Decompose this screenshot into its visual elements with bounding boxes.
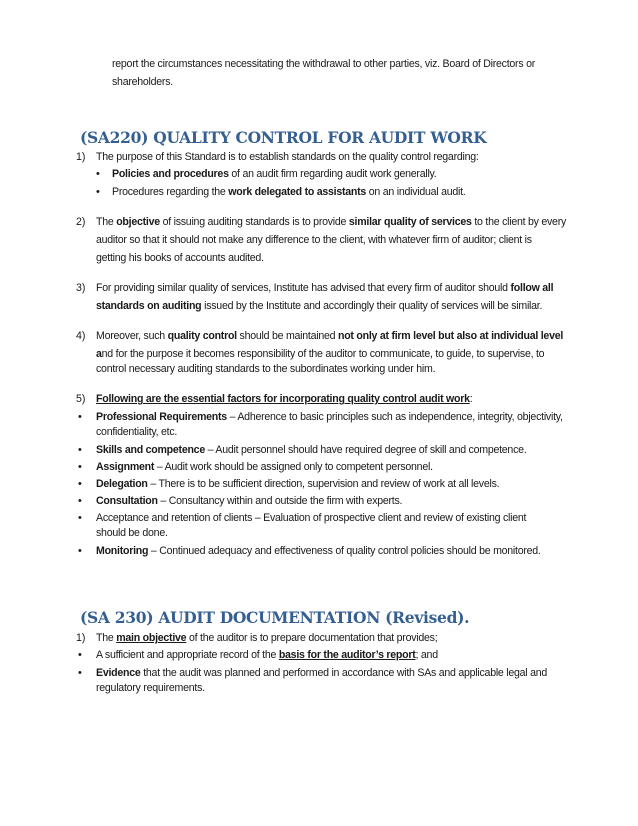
underlined-term: main objective: [116, 632, 187, 644]
bold-term: standards on auditing: [96, 300, 202, 312]
text: should be maintained: [236, 330, 338, 342]
bold-term: objective: [116, 216, 160, 228]
text: – Continued adequacy and effectiveness of quality control policies should be monitored.: [148, 545, 541, 557]
bullet-icon: •: [78, 478, 82, 490]
intro-line-2: shareholders.: [112, 76, 173, 88]
text: – Adherence to basic principles such as independence, integrity, objectivity,: [226, 411, 563, 423]
text: on an individual audit.: [366, 186, 466, 198]
bold-term: Skills and competence: [96, 444, 205, 456]
factor-item: [96, 460, 433, 474]
bold-term: Policies and procedures: [112, 168, 229, 180]
factor-item: [96, 494, 402, 508]
text: ; and: [415, 649, 438, 661]
sa230-bullet-2-cont: regulatory requirements.: [96, 682, 205, 694]
sa220-p4-line-1: [96, 329, 563, 343]
text: Moreover, such: [96, 330, 168, 342]
bold-term: Consultation: [96, 495, 158, 507]
bold-term: work delegated to assistants: [228, 186, 367, 198]
sa230-heading: (SA 230) AUDIT DOCUMENTATION (Revised).: [80, 608, 470, 627]
sa230-bullet-2: [96, 666, 547, 680]
sa220-p1-number: 1): [76, 151, 86, 163]
bullet-icon: •: [78, 512, 82, 524]
text: The: [96, 632, 117, 644]
text: For providing similar quality of services, Institute has advised that every firm of auditor should: [96, 282, 511, 294]
bold-term: follow all: [510, 282, 554, 294]
factor-item: [96, 544, 541, 558]
text: Procedures regarding the: [112, 186, 229, 198]
sa220-p1-text: The purpose of this Standard is to establish standards on the quality control regarding:: [96, 151, 479, 163]
underlined-heading: Following are the essential factors for incorporating quality control audit work: [96, 393, 470, 405]
sa220-p2-line-3: getting his books of accounts audited.: [96, 252, 264, 264]
text: issued by the Institute and accordingly their quality of services will be similar.: [201, 300, 543, 312]
text: – Audit personnel should have required degree of skill and competence.: [204, 444, 527, 456]
bullet-icon: •: [78, 667, 82, 679]
factor-item: [96, 410, 563, 424]
underlined-term: basis for the auditor’s report: [278, 649, 416, 661]
bullet-icon: •: [96, 186, 100, 198]
factor-item: [96, 443, 526, 457]
sa220-p4-number: 4): [76, 330, 86, 342]
factor-item-cont: should be done.: [96, 527, 168, 539]
sa220-p3-line-2: [96, 299, 542, 313]
text: Acceptance and retention of clients – Evaluation of prospective client and review of existing client: [96, 512, 527, 524]
intro-line-1: report the circumstances necessitating the withdrawal to other parties, viz. Board of Directors or: [112, 58, 535, 70]
bullet-icon: •: [78, 649, 82, 661]
bold-term: not only at firm level but also at individual level: [337, 330, 564, 342]
text: of an audit firm regarding audit work generally.: [228, 168, 437, 180]
text: – Consultancy within and outside the firm with experts.: [157, 495, 403, 507]
factor-item-cont: confidentiality, etc.: [96, 426, 178, 438]
bullet-icon: •: [78, 411, 82, 423]
bold-term: Assignment: [96, 461, 155, 473]
bold-term: Professional Requirements: [96, 411, 227, 423]
sa230-p1-number: 1): [76, 632, 86, 644]
text: that the audit was planned and performed in accordance with SAs and applicable legal and: [140, 667, 548, 679]
sa220-p5-heading: [96, 392, 473, 406]
text: The: [96, 216, 117, 228]
bullet-icon: •: [78, 495, 82, 507]
sa220-p2-line-2: auditor so that it should not make any difference to the client, with whatever firm of auditor; client is: [96, 234, 532, 246]
bullet-icon: •: [78, 545, 82, 557]
sa220-p4-line-2: [96, 347, 544, 361]
factor-item: [96, 511, 526, 525]
sa220-p3-number: 3): [76, 282, 86, 294]
sa220-p1-bullet-1: [112, 167, 437, 181]
text: of issuing auditing standards is to provide: [159, 216, 349, 228]
bullet-icon: •: [96, 168, 100, 180]
text: – Audit work should be assigned only to competent personnel.: [154, 461, 433, 473]
text: – There is to be sufficient direction, supervision and review of work at all levels.: [147, 478, 500, 490]
bold-term: a: [96, 348, 102, 360]
bold-term: similar quality of services: [348, 216, 472, 228]
bold-term: Evidence: [96, 667, 141, 679]
factor-item: [96, 477, 499, 491]
text: of the auditor is to prepare documentation that provides;: [186, 632, 438, 644]
sa220-p5-number: 5): [76, 393, 86, 405]
sa230-p1-text: [96, 631, 437, 645]
text: nd for the purpose it becomes responsibility of the auditor to communicate, to guide, to supervise, to: [101, 348, 545, 360]
bold-term: Monitoring: [96, 545, 149, 557]
sa220-p3-line-1: [96, 281, 553, 295]
sa220-p4-line-3: control necessary auditing standards to the subordinates working under him.: [96, 363, 436, 375]
bold-term: quality control: [167, 330, 237, 342]
text: to the client by every: [471, 216, 567, 228]
text: A sufficient and appropriate record of the: [96, 649, 279, 661]
sa220-heading: (SA220) QUALITY CONTROL FOR AUDIT WORK: [80, 128, 487, 147]
bullet-icon: •: [78, 461, 82, 473]
text: :: [469, 393, 473, 405]
bold-term: Delegation: [96, 478, 148, 490]
sa220-p2-line-1: [96, 215, 566, 229]
sa220-p2-number: 2): [76, 216, 86, 228]
sa220-p1-bullet-2: [112, 185, 466, 199]
sa230-bullet-1: [96, 648, 438, 662]
bullet-icon: •: [78, 444, 82, 456]
